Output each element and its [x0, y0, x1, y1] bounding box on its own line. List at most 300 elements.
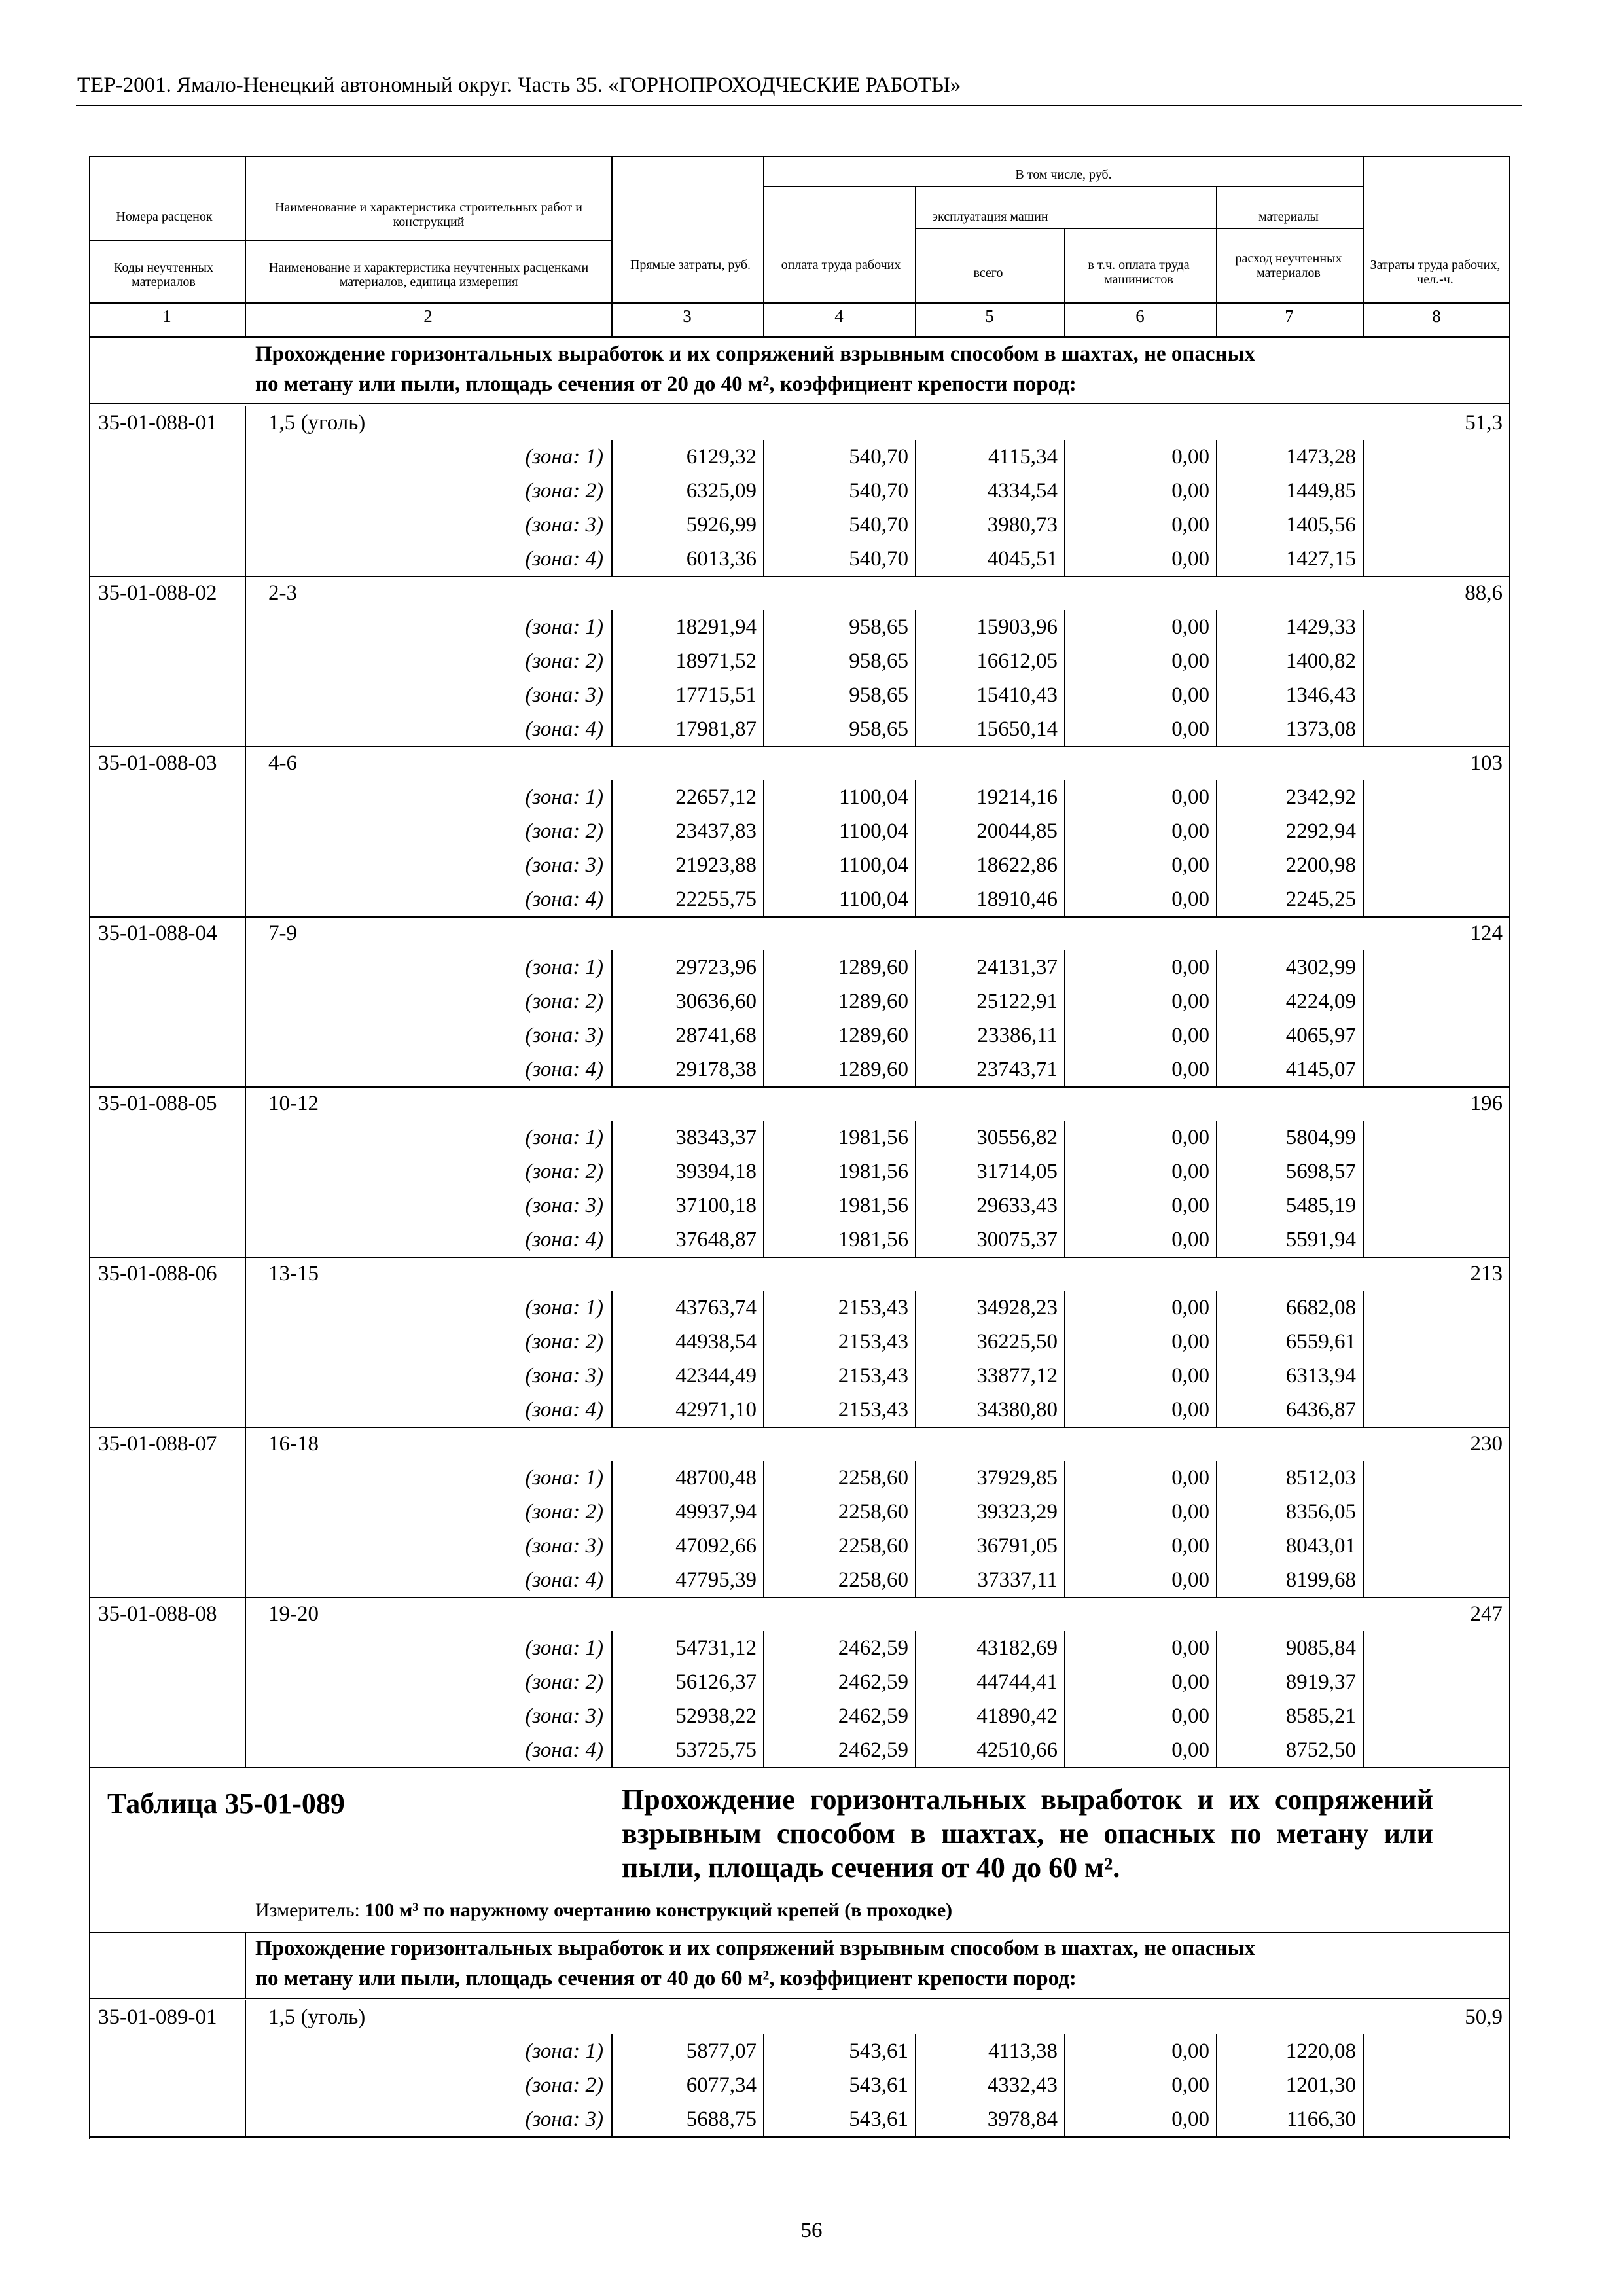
machines-total: 19214,16: [976, 785, 1058, 809]
direct-cost: 6013,36: [686, 547, 757, 571]
machines-total: 30556,82: [976, 1126, 1058, 1149]
materials-value: 8919,37: [1285, 1670, 1356, 1694]
wages-value: 1289,60: [838, 990, 908, 1013]
machines-total: 24131,37: [976, 956, 1058, 979]
machines-total: 4334,54: [987, 479, 1058, 503]
rule-v: [1216, 1121, 1217, 1257]
rule-v: [763, 780, 764, 916]
zone-label: (зона: 4): [525, 1738, 603, 1762]
direct-cost: 22255,75: [675, 888, 757, 911]
rate-code: 35-01-088-06: [98, 1262, 217, 1285]
machines-total: 4332,43: [987, 2073, 1058, 2097]
direct-cost: 17715,51: [675, 683, 757, 707]
rule-v: [915, 440, 916, 576]
running-header: ТЕР-2001. Ямало-Ненецкий автономный округ. Часть 35. «ГОРНОПРОХОДЧЕСКИЕ РАБОТЫ»: [77, 73, 961, 97]
materials-value: 6436,87: [1285, 1398, 1356, 1422]
machinist-wages: 0,00: [1171, 1568, 1209, 1592]
rule-v: [1363, 950, 1364, 1086]
machinist-wages: 0,00: [1171, 2039, 1209, 2063]
rule-v: [611, 1121, 613, 1257]
wages-value: 2258,60: [838, 1500, 908, 1524]
rule-v: [763, 1291, 764, 1427]
zone-label: (зона: 4): [525, 1398, 603, 1422]
zone-label: (зона: 1): [525, 615, 603, 639]
labor-value: 103: [1470, 751, 1503, 775]
rule-h: [89, 916, 1510, 918]
rule-v: [1064, 1461, 1065, 1597]
machinist-wages: 0,00: [1171, 819, 1209, 843]
column-number: 7: [1285, 306, 1294, 326]
machines-total: 31714,05: [976, 1160, 1058, 1183]
wages-value: 2153,43: [838, 1330, 908, 1354]
rule-v: [611, 950, 613, 1086]
rule-v: [915, 1461, 916, 1597]
wages-value: 958,65: [849, 717, 908, 741]
machines-total: 18910,46: [976, 888, 1058, 911]
col-wages: оплата труда рабочих: [781, 258, 901, 272]
wages-value: 543,61: [849, 2108, 908, 2131]
column-number: 5: [985, 306, 994, 326]
wages-value: 1100,04: [838, 819, 908, 843]
rule-v: [763, 1461, 764, 1597]
materials-value: 1449,85: [1285, 479, 1356, 503]
rule-v: [245, 1257, 246, 1427]
rate-name: 19-20: [268, 1602, 319, 1626]
column-number: 1: [162, 306, 171, 326]
wages-value: 2462,59: [838, 1704, 908, 1728]
machines-total: 18622,86: [976, 853, 1058, 877]
machinist-wages: 0,00: [1171, 1738, 1209, 1762]
rule-v: [611, 2034, 613, 2136]
rule-v: [1064, 1121, 1065, 1257]
direct-cost: 6325,09: [686, 479, 757, 503]
machinist-wages: 0,00: [1171, 1534, 1209, 1558]
rate-code: 35-01-088-08: [98, 1602, 217, 1626]
direct-cost: 56126,37: [675, 1670, 757, 1694]
page-number: 56: [800, 2219, 823, 2242]
rate-code: 35-01-089-01: [98, 2005, 217, 2029]
machinist-wages: 0,00: [1171, 1466, 1209, 1490]
wages-value: 2258,60: [838, 1534, 908, 1558]
labor-value: 51,3: [1465, 411, 1503, 435]
wages-value: 958,65: [849, 649, 908, 673]
zone-label: (зона: 3): [525, 683, 603, 707]
zone-label: (зона: 4): [525, 888, 603, 911]
zone-label: (зона: 1): [525, 1636, 603, 1660]
rule-h: [245, 240, 611, 241]
column-number: 4: [834, 306, 844, 326]
materials-value: 2245,25: [1285, 888, 1356, 911]
zone-label: (зона: 1): [525, 1126, 603, 1149]
rate-name: 10-12: [268, 1092, 319, 1115]
labor-value: 50,9: [1465, 2005, 1503, 2029]
rule-v: [1216, 1291, 1217, 1427]
machinist-wages: 0,00: [1171, 717, 1209, 741]
rule-v: [245, 1932, 246, 1998]
section-title-line: по метану или пыли, площадь сечения от 20 до 40 м², коэффициент крепости пород:: [255, 372, 1077, 396]
direct-cost: 54731,12: [675, 1636, 757, 1660]
machinist-wages: 0,00: [1171, 853, 1209, 877]
machines-total: 36791,05: [976, 1534, 1058, 1558]
machinist-wages: 0,00: [1171, 513, 1209, 537]
rule-h: [89, 576, 1510, 577]
labor-value: 124: [1470, 922, 1503, 945]
rule-h: [89, 1998, 1510, 1999]
rate-name: 1,5 (уголь): [268, 411, 366, 435]
machines-total: 43182,69: [976, 1636, 1058, 1660]
materials-value: 2292,94: [1285, 819, 1356, 843]
rate-code: 35-01-088-07: [98, 1432, 217, 1456]
rate-code: 35-01-088-01: [98, 411, 217, 435]
zone-label: (зона: 4): [525, 1568, 603, 1592]
direct-cost: 38343,37: [675, 1126, 757, 1149]
direct-cost: 49937,94: [675, 1500, 757, 1524]
direct-cost: 30636,60: [675, 990, 757, 1013]
wages-value: 2153,43: [838, 1398, 908, 1422]
machines-total: 37337,11: [977, 1568, 1058, 1592]
machinist-wages: 0,00: [1171, 547, 1209, 571]
col-mach-wages: в т.ч. оплата труда машинистов: [1088, 258, 1190, 287]
rule-v: [915, 610, 916, 746]
column-number: 6: [1135, 306, 1145, 326]
machinist-wages: 0,00: [1171, 1126, 1209, 1149]
header-rule: [76, 105, 1522, 106]
materials-value: 2342,92: [1285, 785, 1356, 809]
zone-label: (зона: 4): [525, 547, 603, 571]
direct-cost: 18291,94: [675, 615, 757, 639]
machines-total: 4115,34: [988, 445, 1058, 469]
materials-value: 8043,01: [1285, 1534, 1356, 1558]
zone-label: (зона: 4): [525, 717, 603, 741]
wages-value: 1289,60: [838, 956, 908, 979]
labor-value: 88,6: [1465, 581, 1503, 605]
direct-cost: 42344,49: [675, 1364, 757, 1388]
zone-label: (зона: 2): [525, 990, 603, 1013]
rule-v: [763, 440, 764, 576]
direct-cost: 5926,99: [686, 513, 757, 537]
machines-total: 3978,84: [987, 2108, 1058, 2131]
rate-name: 7-9: [268, 922, 297, 945]
col-labor: Затраты труда рабочих, чел.-ч.: [1370, 258, 1501, 287]
wages-value: 2258,60: [838, 1568, 908, 1592]
direct-cost: 53725,75: [675, 1738, 757, 1762]
machinist-wages: 0,00: [1171, 1704, 1209, 1728]
zone-label: (зона: 2): [525, 1670, 603, 1694]
machines-total: 44744,41: [976, 1670, 1058, 1694]
wages-value: 2462,59: [838, 1636, 908, 1660]
machinist-wages: 0,00: [1171, 785, 1209, 809]
materials-value: 5804,99: [1285, 1126, 1356, 1149]
direct-cost: 43763,74: [675, 1296, 757, 1319]
machinist-wages: 0,00: [1171, 1398, 1209, 1422]
materials-value: 4224,09: [1285, 990, 1356, 1013]
col-direct: Прямые затраты, руб.: [630, 258, 751, 272]
rule-v: [1216, 1461, 1217, 1597]
rate-code: 35-01-088-03: [98, 751, 217, 775]
rate-name: 2-3: [268, 581, 297, 605]
rule-h: [89, 302, 1510, 304]
col-name-top: Наименование и характеристика строительных работ и конструкций: [275, 200, 582, 229]
zone-label: (зона: 3): [525, 853, 603, 877]
materials-value: 6559,61: [1285, 1330, 1356, 1354]
wages-value: 543,61: [849, 2073, 908, 2097]
wages-value: 1981,56: [838, 1228, 908, 1251]
wages-value: 1289,60: [838, 1024, 908, 1047]
rule-v: [763, 1121, 764, 1257]
materials-value: 1427,15: [1285, 547, 1356, 571]
rule-v: [611, 1291, 613, 1427]
zone-label: (зона: 2): [525, 1160, 603, 1183]
section-title-line: по метану или пыли, площадь сечения от 40 до 60 м², коэффициент крепости пород:: [255, 1967, 1077, 1990]
machinist-wages: 0,00: [1171, 888, 1209, 911]
rule-v: [1363, 440, 1364, 576]
rule-v: [1216, 440, 1217, 576]
machines-total: 34928,23: [976, 1296, 1058, 1319]
zone-label: (зона: 2): [525, 649, 603, 673]
section-title-line: Прохождение горизонтальных выработок и их сопряжений взрывным способом в шахтах, не опасных: [255, 342, 1255, 366]
materials-value: 5485,19: [1285, 1194, 1356, 1217]
machines-total: 36225,50: [976, 1330, 1058, 1354]
zone-label: (зона: 3): [525, 1024, 603, 1047]
rule-v: [915, 1291, 916, 1427]
zone-label: (зона: 3): [525, 1704, 603, 1728]
rule-v: [1216, 1631, 1217, 1767]
direct-cost: 48700,48: [675, 1466, 757, 1490]
machines-total: 39323,29: [976, 1500, 1058, 1524]
machinist-wages: 0,00: [1171, 990, 1209, 1013]
wages-value: 2462,59: [838, 1670, 908, 1694]
rule-v: [763, 2034, 764, 2136]
machinist-wages: 0,00: [1171, 479, 1209, 503]
rule-v: [915, 1121, 916, 1257]
materials-value: 4065,97: [1285, 1024, 1356, 1047]
materials-value: 1166,30: [1286, 2108, 1356, 2131]
rule-h: [89, 403, 1510, 404]
materials-value: 1405,56: [1285, 513, 1356, 537]
rule-v: [611, 1461, 613, 1597]
machinist-wages: 0,00: [1171, 445, 1209, 469]
machinist-wages: 0,00: [1171, 649, 1209, 673]
labor-value: 230: [1470, 1432, 1503, 1456]
machines-total: 25122,91: [976, 990, 1058, 1013]
machinist-wages: 0,00: [1171, 1636, 1209, 1660]
zone-label: (зона: 3): [525, 513, 603, 537]
direct-cost: 5877,07: [686, 2039, 757, 2063]
direct-cost: 21923,88: [675, 853, 757, 877]
zone-label: (зона: 2): [525, 1330, 603, 1354]
materials-value: 1346,43: [1285, 683, 1356, 707]
materials-value: 5591,94: [1285, 1228, 1356, 1251]
machinist-wages: 0,00: [1171, 683, 1209, 707]
machinist-wages: 0,00: [1171, 1364, 1209, 1388]
rate-code: 35-01-088-04: [98, 922, 217, 945]
rule-v: [1363, 1631, 1364, 1767]
machines-total: 33877,12: [976, 1364, 1058, 1388]
rule-h: [89, 240, 245, 241]
direct-cost: 28741,68: [675, 1024, 757, 1047]
materials-value: 1220,08: [1285, 2039, 1356, 2063]
machines-total: 4045,51: [987, 547, 1058, 571]
rule-v: [763, 950, 764, 1086]
wages-value: 1289,60: [838, 1058, 908, 1081]
materials-value: 4145,07: [1285, 1058, 1356, 1081]
rule-v: [1363, 2034, 1364, 2136]
wages-value: 1981,56: [838, 1160, 908, 1183]
rule-v: [1064, 1291, 1065, 1427]
measure-line: [255, 1899, 952, 1922]
wages-value: 1100,04: [838, 888, 908, 911]
rule-v: [245, 2000, 246, 2136]
materials-value: 8512,03: [1285, 1466, 1356, 1490]
wages-value: 2462,59: [838, 1738, 908, 1762]
machinist-wages: 0,00: [1171, 1330, 1209, 1354]
materials-value: 1201,30: [1285, 2073, 1356, 2097]
materials-value: 9085,84: [1285, 1636, 1356, 1660]
zone-label: (зона: 3): [525, 1364, 603, 1388]
zone-label: (зона: 2): [525, 819, 603, 843]
materials-value: 1473,28: [1285, 445, 1356, 469]
zone-label: (зона: 3): [525, 1194, 603, 1217]
rule-v: [1216, 950, 1217, 1086]
wages-value: 2258,60: [838, 1466, 908, 1490]
direct-cost: 39394,18: [675, 1160, 757, 1183]
wages-value: 958,65: [849, 615, 908, 639]
direct-cost: 37648,87: [675, 1228, 757, 1251]
machinist-wages: 0,00: [1171, 1058, 1209, 1081]
col-name-bottom: Наименование и характеристика неучтенных расценками материалов, единица измерения: [268, 260, 589, 289]
materials-value: 1373,08: [1285, 717, 1356, 741]
machines-total: 37929,85: [976, 1466, 1058, 1490]
machines-total: 23743,71: [976, 1058, 1058, 1081]
zone-label: (зона: 1): [525, 956, 603, 979]
col-incl: В том числе, руб.: [1015, 168, 1112, 182]
direct-cost: 22657,12: [675, 785, 757, 809]
rule-v: [611, 610, 613, 746]
rule-v: [245, 1597, 246, 1767]
rule-v: [1064, 440, 1065, 576]
rule-v: [611, 780, 613, 916]
zone-label: (зона: 3): [525, 2108, 603, 2131]
zone-label: (зона: 4): [525, 1058, 603, 1081]
table-label: Таблица 35-01-089: [107, 1787, 345, 1820]
materials-value: 6682,08: [1285, 1296, 1356, 1319]
labor-value: 247: [1470, 1602, 1503, 1626]
rule-h: [763, 186, 1363, 187]
machinist-wages: 0,00: [1171, 1296, 1209, 1319]
rule-v: [1363, 1291, 1364, 1427]
machinist-wages: 0,00: [1171, 1194, 1209, 1217]
direct-cost: 18971,52: [675, 649, 757, 673]
machines-total: 20044,85: [976, 819, 1058, 843]
rule-v: [1064, 610, 1065, 746]
rule-v: [245, 576, 246, 746]
rule-v: [1064, 1631, 1065, 1767]
materials-value: 5698,57: [1285, 1160, 1356, 1183]
machinist-wages: 0,00: [1171, 1024, 1209, 1047]
rule-h: [89, 2136, 1510, 2138]
machinist-wages: 0,00: [1171, 1228, 1209, 1251]
rate-name: 4-6: [268, 751, 297, 775]
machines-total: 16612,05: [976, 649, 1058, 673]
direct-cost: 29178,38: [675, 1058, 757, 1081]
col-machines: эксплуатация машин: [932, 209, 1048, 224]
materials-value: 8356,05: [1285, 1500, 1356, 1524]
machines-total: 23386,11: [977, 1024, 1058, 1047]
machines-total: 30075,37: [976, 1228, 1058, 1251]
wages-value: 1100,04: [838, 853, 908, 877]
rule-v: [611, 1631, 613, 1767]
zone-label: (зона: 1): [525, 445, 603, 469]
col-materials: материалы: [1258, 209, 1319, 224]
direct-cost: 6077,34: [686, 2073, 757, 2097]
machinist-wages: 0,00: [1171, 1500, 1209, 1524]
rule-v: [1216, 780, 1217, 916]
rule-v: [763, 610, 764, 746]
materials-value: 8585,21: [1285, 1704, 1356, 1728]
column-number: 2: [423, 306, 433, 326]
rule-v: [245, 916, 246, 1086]
rule-v: [1363, 1121, 1364, 1257]
wages-value: 2153,43: [838, 1296, 908, 1319]
rule-v: [1363, 780, 1364, 916]
column-number: 8: [1432, 306, 1441, 326]
direct-cost: 37100,18: [675, 1194, 757, 1217]
wages-value: 1981,56: [838, 1126, 908, 1149]
rule-h: [915, 228, 1363, 229]
wages-value: 543,61: [849, 2039, 908, 2063]
direct-cost: 5688,75: [686, 2108, 757, 2131]
direct-cost: 23437,83: [675, 819, 757, 843]
rule-v: [915, 1631, 916, 1767]
measure-prefix: Измеритель:: [255, 1899, 365, 1921]
machinist-wages: 0,00: [1171, 956, 1209, 979]
machines-total: 4113,38: [988, 2039, 1058, 2063]
zone-label: (зона: 4): [525, 1228, 603, 1251]
rule-v: [245, 406, 246, 576]
wages-value: 540,70: [849, 513, 908, 537]
wages-value: 1100,04: [838, 785, 908, 809]
rule-h: [89, 746, 1510, 747]
zone-label: (зона: 3): [525, 1534, 603, 1558]
zone-label: (зона: 2): [525, 479, 603, 503]
machines-total: 15650,14: [976, 717, 1058, 741]
zone-label: (зона: 2): [525, 2073, 603, 2097]
rule-h: [89, 1767, 1510, 1768]
direct-cost: 47795,39: [675, 1568, 757, 1592]
rule-v: [1216, 2034, 1217, 2136]
rule-v: [1064, 780, 1065, 916]
materials-value: 1429,33: [1285, 615, 1356, 639]
wages-value: 540,70: [849, 547, 908, 571]
rule-v: [245, 746, 246, 916]
rule-v: [915, 780, 916, 916]
rate-code: 35-01-088-05: [98, 1092, 217, 1115]
col-code-top: Номера расценок: [116, 209, 213, 224]
rule-v: [1363, 1461, 1364, 1597]
machinist-wages: 0,00: [1171, 1160, 1209, 1183]
zone-label: (зона: 1): [525, 1296, 603, 1319]
materials-value: 8752,50: [1285, 1738, 1356, 1762]
machines-total: 29633,43: [976, 1194, 1058, 1217]
machines-total: 42510,66: [976, 1738, 1058, 1762]
col-materials-sub: расход неучтенных материалов: [1235, 251, 1342, 280]
labor-value: 213: [1470, 1262, 1503, 1285]
direct-cost: 6129,32: [686, 445, 757, 469]
rule-v: [915, 950, 916, 1086]
table-title: Прохождение горизонтальных выработок и их сопряжений взрывным способом в шахтах, не опасных по метану или пыли, площадь сечения от 40 до 60 м².: [622, 1784, 1433, 1884]
machines-total: 41890,42: [976, 1704, 1058, 1728]
materials-value: 4302,99: [1285, 956, 1356, 979]
